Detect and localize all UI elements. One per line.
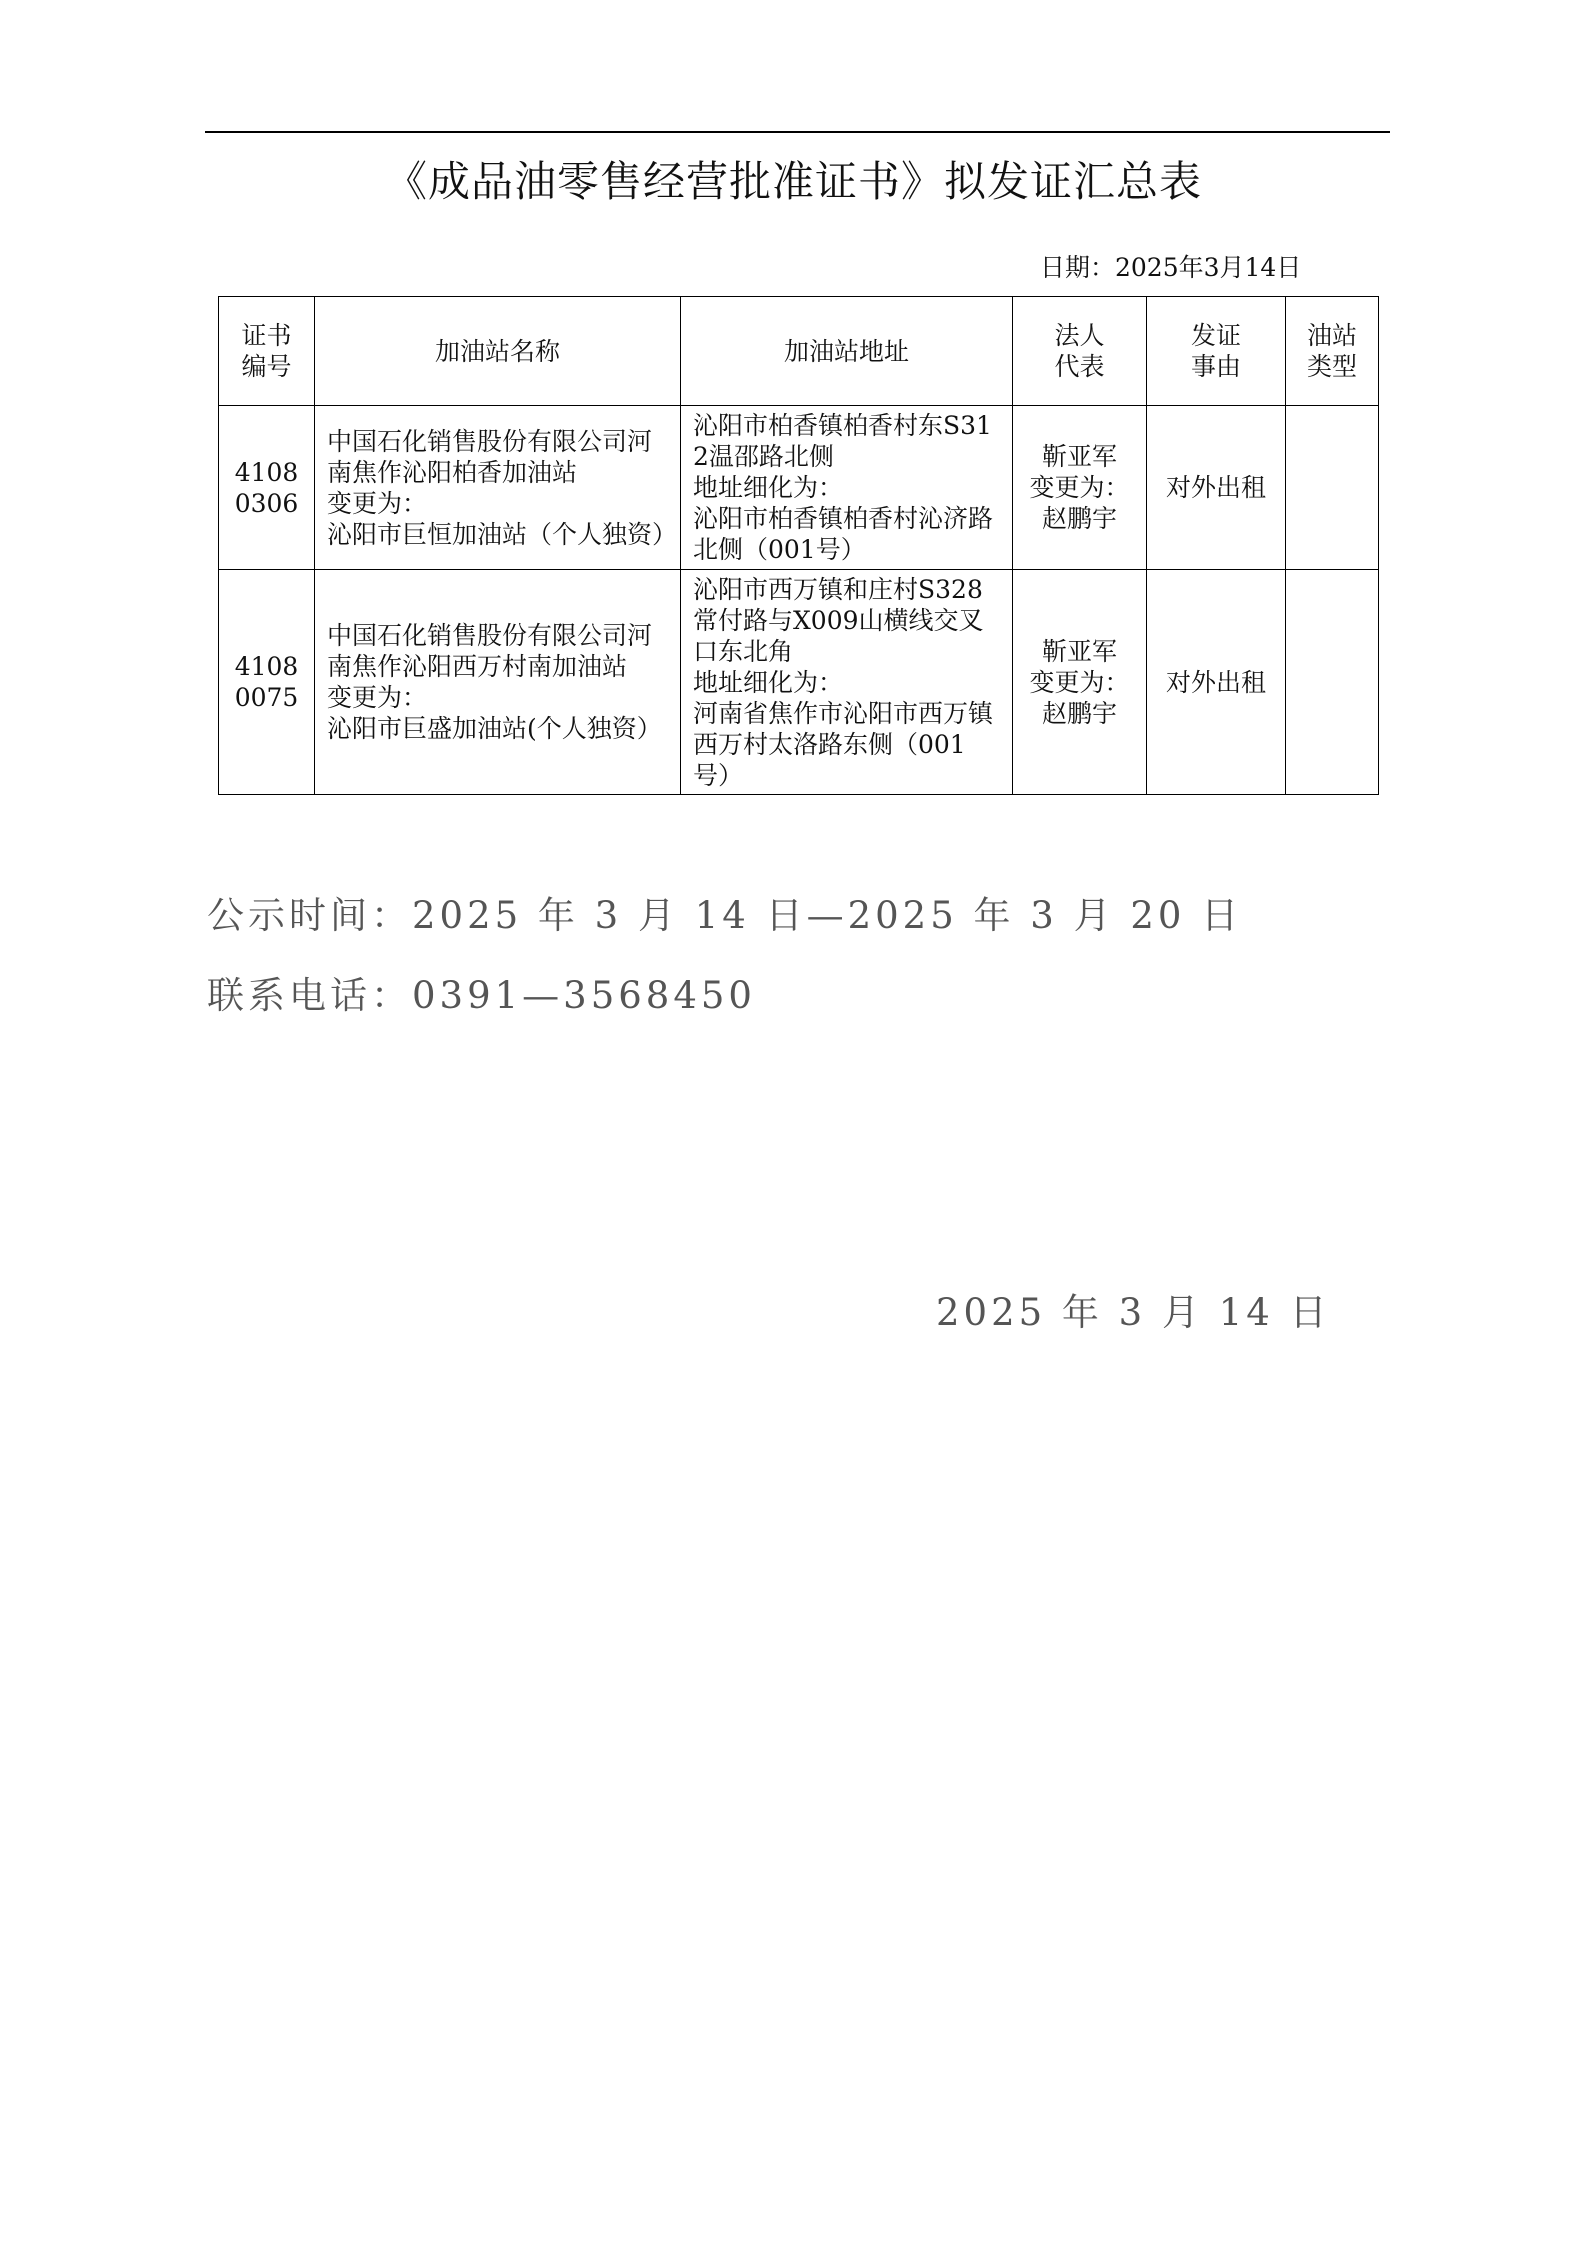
header-station-address: 加油站地址 (681, 297, 1013, 406)
cell-legal-rep: 靳亚军 变更为： 赵鹏宇 (1013, 570, 1147, 795)
cell-station-address: 沁阳市西万镇和庄村S328常付路与X009山横线交叉口东北角 地址细化为： 河南省焦作市沁阳市西万镇西万村太洛路东侧（001号） (681, 570, 1013, 795)
cell-station-name: 中国石化销售股份有限公司河南焦作沁阳西万村南加油站 变更为： 沁阳市巨盛加油站(个人独资） (315, 570, 681, 795)
cell-station-type (1286, 406, 1379, 570)
header-issue-reason: 发证 事由 (1147, 297, 1286, 406)
header-cert-no: 证书 编号 (219, 297, 315, 406)
notice-period: 公示时间：2025 年 3 月 14 日—2025 年 3 月 20 日 (207, 894, 1243, 937)
header-station-type: 油站 类型 (1286, 297, 1379, 406)
cell-issue-reason: 对外出租 (1147, 406, 1286, 570)
page-title: 《成品油零售经营批准证书》拟发证汇总表 (384, 157, 1202, 206)
header-station-name: 加油站名称 (315, 297, 681, 406)
cell-cert-no: 4108 0075 (219, 570, 315, 795)
table-row (219, 570, 1379, 795)
cell-station-address: 沁阳市柏香镇柏香村东S312温邵路北侧 地址细化为： 沁阳市柏香镇柏香村沁济路北侧（001号） (681, 406, 1013, 570)
top-rule (205, 131, 1390, 133)
cell-cert-no: 4108 0306 (219, 406, 315, 570)
header-legal-rep: 法人 代表 (1013, 297, 1147, 406)
table-header-row (219, 297, 1379, 406)
contact-phone: 联系电话：0391—3568450 (207, 974, 756, 1017)
cell-station-name: 中国石化销售股份有限公司河南焦作沁阳柏香加油站 变更为： 沁阳市巨恒加油站（个人独资） (315, 406, 681, 570)
signature-date: 2025 年 3 月 14 日 (936, 1291, 1331, 1334)
cell-station-type (1286, 570, 1379, 795)
certificate-summary-table (218, 296, 1379, 795)
cell-issue-reason: 对外出租 (1147, 570, 1286, 795)
cell-legal-rep: 靳亚军 变更为： 赵鹏宇 (1013, 406, 1147, 570)
table-row (219, 406, 1379, 570)
document-date: 日期：2025年3月14日 (1040, 253, 1302, 282)
